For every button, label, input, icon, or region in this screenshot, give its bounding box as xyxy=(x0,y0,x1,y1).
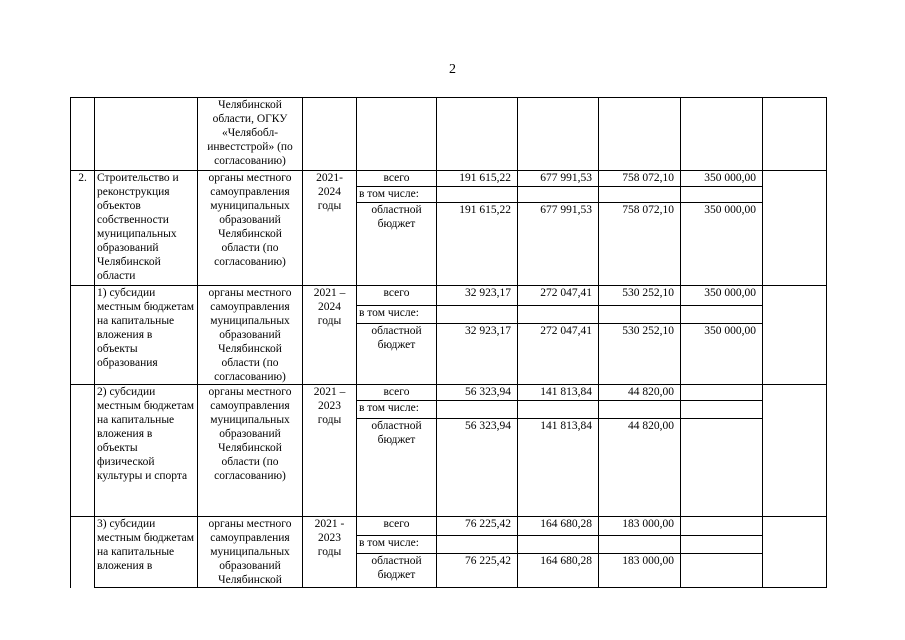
funding-label: всего xyxy=(357,171,437,187)
value-cell: 272 047,41 xyxy=(518,286,599,306)
period: 2021 – 2023 годы xyxy=(303,385,357,517)
page-number: 2 xyxy=(449,62,456,77)
table-row xyxy=(71,286,827,306)
row-number: 2. xyxy=(71,171,95,286)
executor: органы местного самоуправления муниципальных образований Челябинской области (по согласованию) xyxy=(198,171,303,286)
value-cell xyxy=(437,98,518,171)
value-cell xyxy=(681,554,763,588)
value-cell: 758 072,10 xyxy=(599,171,681,187)
value-cell xyxy=(518,98,599,171)
row-number xyxy=(71,286,95,385)
row-number xyxy=(71,385,95,517)
value-cell: 76 225,42 xyxy=(437,554,518,588)
value-cell: 164 680,28 xyxy=(518,554,599,588)
value-cell: 32 923,17 xyxy=(437,323,518,384)
funding-label: областной бюджет xyxy=(357,323,437,384)
row-number xyxy=(71,517,95,588)
funding-label: всего xyxy=(357,286,437,306)
funding-label: областной бюджет xyxy=(357,554,437,588)
value-cell: 350 000,00 xyxy=(681,203,763,286)
empty-cell xyxy=(763,98,827,171)
value-cell: 758 072,10 xyxy=(599,203,681,286)
period: 2021 - 2023 годы xyxy=(303,517,357,588)
name-cell xyxy=(95,98,198,171)
period-cell xyxy=(303,98,357,171)
value-cell: 677 991,53 xyxy=(518,203,599,286)
value-cell: 44 820,00 xyxy=(599,419,681,517)
funding-label: в том числе: xyxy=(357,187,437,203)
value-cell: 32 923,17 xyxy=(437,286,518,306)
value-cell: 56 323,94 xyxy=(437,419,518,517)
value-cell xyxy=(518,401,599,419)
value-cell xyxy=(437,401,518,419)
value-cell xyxy=(599,535,681,554)
table-row xyxy=(71,98,827,171)
value-cell xyxy=(681,187,763,203)
value-cell xyxy=(681,98,763,171)
item-name: 2) субсидии местным бюджетам на капитальные вложения в объекты физической культуры и спорта xyxy=(95,385,198,517)
item-name: Строительство и реконструкция объектов собственности муниципальных образований Челябинской области xyxy=(95,171,198,286)
empty-cell xyxy=(763,171,827,286)
value-cell: 164 680,28 xyxy=(518,517,599,536)
value-cell: 56 323,94 xyxy=(437,385,518,401)
value-cell: 183 000,00 xyxy=(599,554,681,588)
value-cell xyxy=(518,306,599,323)
empty-cell xyxy=(763,517,827,588)
funding-label: областной бюджет xyxy=(357,419,437,517)
value-cell: 272 047,41 xyxy=(518,323,599,384)
empty-cell xyxy=(763,286,827,385)
value-cell: 677 991,53 xyxy=(518,171,599,187)
value-cell: 191 615,22 xyxy=(437,203,518,286)
executor: органы местного самоуправления муниципальных образований Челябинской области (по согласованию) xyxy=(198,286,303,385)
value-cell xyxy=(437,187,518,203)
value-cell: 183 000,00 xyxy=(599,517,681,536)
funding-label: всего xyxy=(357,517,437,536)
value-cell: 141 813,84 xyxy=(518,419,599,517)
value-cell xyxy=(599,401,681,419)
value-cell xyxy=(681,306,763,323)
value-cell xyxy=(518,187,599,203)
executor-cell: Челябинской области, ОГКУ «Челябобл-инвестстрой» (по согласованию) xyxy=(198,98,303,171)
value-cell xyxy=(437,535,518,554)
period: 2021-2024 годы xyxy=(303,171,357,286)
table-row xyxy=(71,517,827,536)
value-cell xyxy=(681,419,763,517)
value-cell: 350 000,00 xyxy=(681,171,763,187)
funding-label: в том числе: xyxy=(357,535,437,554)
item-name: 3) субсидии местным бюджетам на капитальные вложения в xyxy=(95,517,198,588)
funding-label: всего xyxy=(357,385,437,401)
value-cell: 76 225,42 xyxy=(437,517,518,536)
value-cell xyxy=(681,517,763,536)
value-cell xyxy=(599,187,681,203)
value-cell xyxy=(681,535,763,554)
value-cell xyxy=(681,385,763,401)
empty-cell xyxy=(763,385,827,517)
value-cell xyxy=(599,306,681,323)
executor: органы местного самоуправления муниципальных образований Челябинской области (по согласованию) xyxy=(198,385,303,517)
table-row xyxy=(71,171,827,187)
executor: органы местного самоуправления муниципальных образований Челябинской xyxy=(198,517,303,588)
value-cell xyxy=(518,535,599,554)
period: 2021 – 2024 годы xyxy=(303,286,357,385)
label-cell xyxy=(357,98,437,171)
funding-label: в том числе: xyxy=(357,306,437,323)
value-cell: 530 252,10 xyxy=(599,286,681,306)
table-row xyxy=(71,385,827,401)
value-cell: 141 813,84 xyxy=(518,385,599,401)
value-cell xyxy=(681,401,763,419)
value-cell xyxy=(599,98,681,171)
value-cell: 350 000,00 xyxy=(681,323,763,384)
item-name: 1) субсидии местным бюджетам на капитальные вложения в объекты образования xyxy=(95,286,198,385)
num-cell xyxy=(71,98,95,171)
value-cell: 350 000,00 xyxy=(681,286,763,306)
funding-label: областной бюджет xyxy=(357,203,437,286)
value-cell: 530 252,10 xyxy=(599,323,681,384)
value-cell: 44 820,00 xyxy=(599,385,681,401)
budget-table xyxy=(70,97,827,588)
funding-label: в том числе: xyxy=(357,401,437,419)
value-cell xyxy=(437,306,518,323)
value-cell: 191 615,22 xyxy=(437,171,518,187)
